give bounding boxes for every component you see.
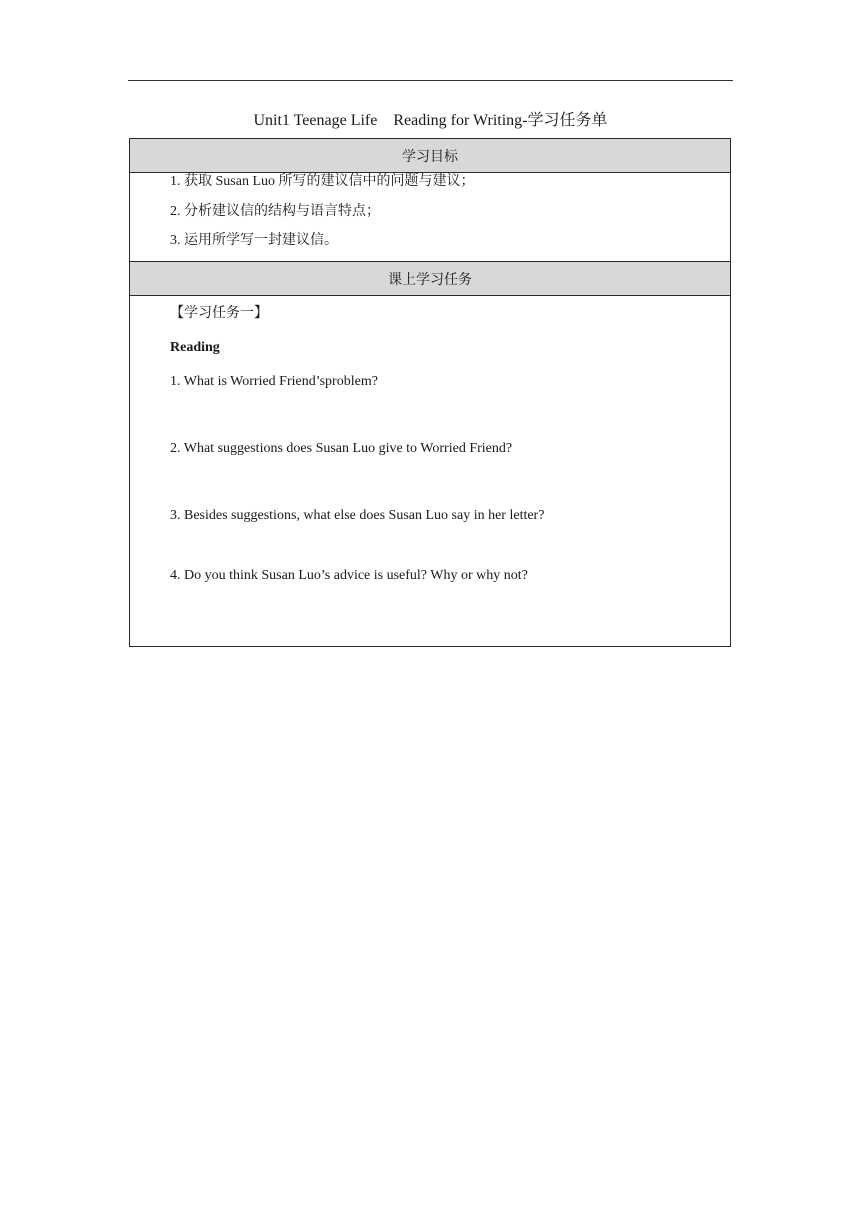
question-1: 1. What is Worried Friend’sproblem? bbox=[170, 374, 378, 389]
tasks-body bbox=[130, 296, 730, 646]
objectives-header: 学习目标 bbox=[130, 139, 730, 173]
question-3: 3. Besides suggestions, what else does Susan Luo say in her letter? bbox=[170, 508, 545, 523]
document-title: Unit1 Teenage Life Reading for Writing-学习任务单 bbox=[253, 112, 608, 129]
reading-subheading: Reading bbox=[170, 340, 220, 355]
worksheet-table bbox=[129, 138, 731, 647]
question-2: 2. What suggestions does Susan Luo give to Worried Friend? bbox=[170, 441, 513, 456]
objectives-list bbox=[130, 173, 730, 261]
header-rule bbox=[128, 80, 733, 81]
objective-item-2: 2. 分析建议信的结构与语言特点； bbox=[170, 204, 380, 219]
tasks-header: 课上学习任务 bbox=[130, 261, 730, 296]
objective-item-3: 3. 运用所学写一封建议信。 bbox=[170, 233, 338, 248]
question-4: 4. Do you think Susan Luo’s advice is useful? Why or why not? bbox=[170, 568, 528, 583]
objective-item-1: 1. 获取 Susan Luo 所写的建议信中的问题与建议； bbox=[170, 174, 475, 189]
task-label: 【学习任务一】 bbox=[170, 306, 268, 321]
